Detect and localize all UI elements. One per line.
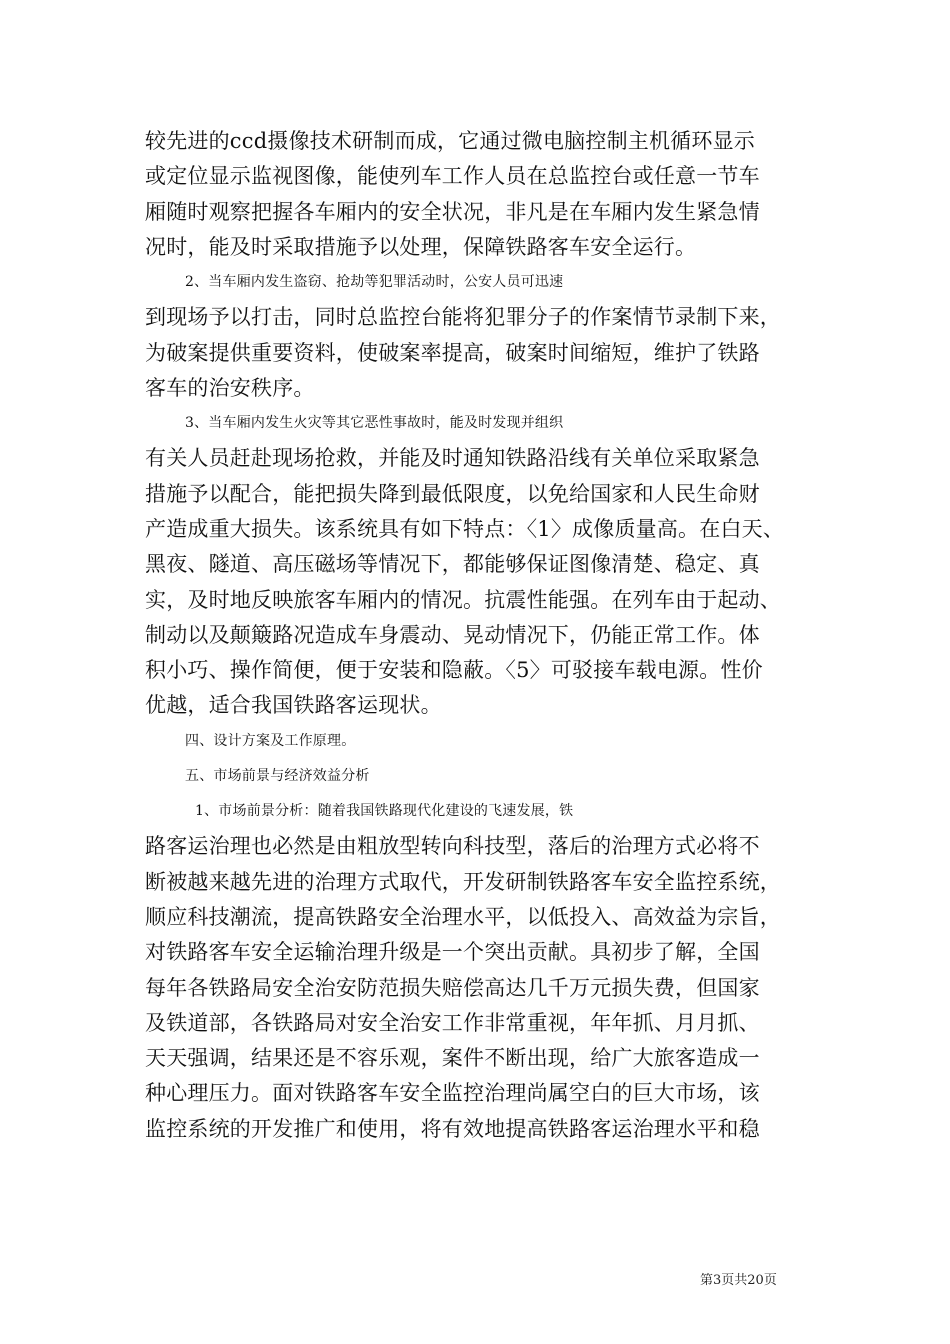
text-line: 路客运治理也必然是由粗放型转向科技型，落后的治理方式必将不: [145, 834, 760, 858]
text-line: 有关人员赶赴现场抢救，并能及时通知铁路沿线有关单位采取紧急: [145, 446, 760, 470]
text-line: 顺应科技潮流，提高铁路安全治理水平，以低投入、高效益为宗旨，: [145, 905, 781, 929]
text-line: 制动以及颠簸路况造成车身震动、晃动情况下，仍能正常工作。体: [145, 623, 760, 647]
text-line: 种心理压力。面对铁路客车安全监控治理尚属空白的巨大市场，该: [145, 1081, 760, 1105]
text-line: 及铁道部，各铁路局对安全治安工作非常重视，年年抓、月月抓、: [145, 1011, 760, 1035]
text-line: 厢随时观察把握各车厢内的安全状况，非凡是在车厢内发生紧急情: [145, 200, 760, 224]
text-line: 产造成重大损失。该系统具有如下特点：〈1〉成像质量高。在白天、: [145, 517, 785, 541]
text-line: 措施予以配合，能把损失降到最低限度，以免给国家和人民生命财: [145, 482, 760, 506]
text-line: 优越，适合我国铁路客运现状。: [145, 693, 442, 717]
text-line: 每年各铁路局安全治安防范损失赔偿高达几千万元损失费，但国家: [145, 976, 760, 1000]
text-line: 黑夜、隧道、高压磁场等情况下，都能够保证图像清楚、稳定、真: [145, 552, 760, 576]
text-line: 或定位显示监视图像，能使列车工作人员在总监控台或任意一节车: [145, 164, 760, 188]
paragraph-start: 2、当车厢内发生盗窃、抢劫等犯罪活动时，公安人员可迅速: [185, 274, 564, 290]
text-line: 监控系统的开发推广和使用，将有效地提高铁路客运治理水平和稳: [145, 1117, 760, 1141]
text-line: 断被越来越先进的治理方式取代，开发研制铁路客车安全监控系统，: [145, 870, 781, 894]
text-line: 天天强调，结果还是不容乐观，案件不断出现，给广大旅客造成一: [145, 1046, 760, 1070]
text-line: 况时，能及时采取措施予以处理，保障铁路客车安全运行。: [145, 235, 697, 259]
paragraph-start: 3、当车厢内发生火灾等其它恶性事故时，能及时发现并组织: [185, 415, 564, 431]
text-line: 为破案提供重要资料，使破案率提高，破案时间缩短，维护了铁路: [145, 341, 760, 365]
section-heading: 四、设计方案及工作原理。: [185, 733, 356, 749]
paragraph-start: 1、市场前景分析：随着我国铁路现代化建设的飞速发展，铁: [195, 803, 574, 819]
text-line: 实，及时地反映旅客车厢内的情况。抗震性能强。在列车由于起动、: [145, 588, 781, 612]
text-line: 到现场予以打击，同时总监控台能将犯罪分子的作案情节录制下来，: [145, 305, 781, 329]
page-number-footer: 第3页共20页: [700, 1273, 777, 1288]
text-line: 对铁路客车安全运输治理升级是一个突出贡献。具初步了解，全国: [145, 940, 760, 964]
text-line: 较先进的ccd摄像技术研制而成，它通过微电脑控制主机循环显示: [145, 129, 755, 153]
section-heading: 五、市场前景与经济效益分析: [185, 768, 370, 784]
text-line: 积小巧、操作简便，便于安装和隐蔽。〈5〉可驳接车载电源。性价: [145, 658, 763, 682]
text-line: 客车的治安秩序。: [145, 376, 315, 400]
